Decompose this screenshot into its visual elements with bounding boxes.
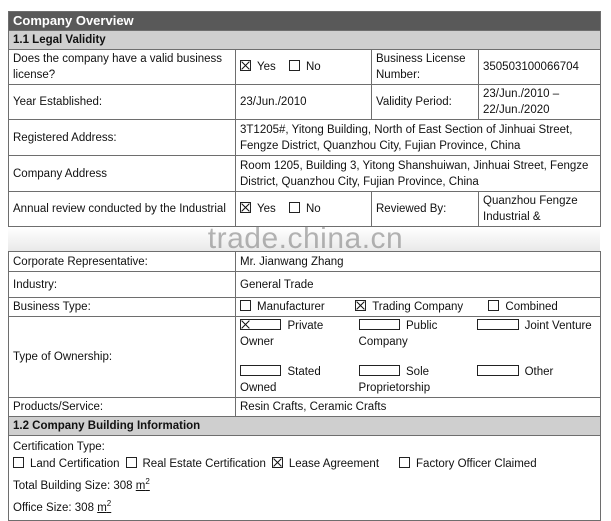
private-owner-option[interactable] [240, 318, 359, 350]
unchecked-box-icon [240, 300, 251, 311]
option-label: Joint Venture [524, 320, 592, 332]
manufacturer-option[interactable] [240, 299, 352, 315]
checked-box-icon [240, 202, 251, 213]
license-number-value: 350503100066704 [479, 50, 601, 85]
unit-m: m [135, 479, 146, 492]
reviewed-by-value: Quanzhou Fengze Industrial & [479, 192, 601, 227]
option-label: Public Company [358, 320, 438, 348]
valid-license-question: Does the company have a valid business license? [9, 50, 236, 85]
watermark: trade.china.cn [207, 222, 404, 255]
reviewed-by-label: Reviewed By: [372, 192, 479, 227]
unchecked-box-icon [359, 319, 400, 330]
corporate-rep-value: Mr. Jianwang Zhang [236, 252, 601, 272]
unit-exp: 2 [106, 498, 112, 508]
yes-label: Yes [257, 203, 276, 215]
unchecked-box-icon [399, 457, 410, 468]
sole-proprietorship-option[interactable] [359, 364, 478, 396]
company-address-label: Company Address [9, 156, 236, 192]
ownership-label: Type of Ownership: [9, 317, 236, 398]
other-option[interactable] [477, 364, 596, 396]
company-overview-form [8, 11, 600, 521]
unchecked-box-icon [477, 319, 518, 330]
form-title: Company Overview [9, 12, 601, 31]
year-established-value: 23/Jun./2010 [236, 85, 372, 120]
checked-box-icon [272, 457, 283, 468]
products-value: Resin Crafts, Ceramic Crafts [236, 398, 601, 417]
corporate-rep-label: Corporate Representative: [9, 252, 236, 272]
unchecked-box-icon [240, 365, 281, 376]
office-size [13, 495, 596, 517]
checked-box-icon [240, 319, 281, 330]
license-number-label: Business License Number: [372, 50, 479, 85]
license-yes-option[interactable] [240, 59, 276, 75]
checked-box-icon [355, 300, 366, 311]
license-no-option[interactable] [289, 59, 321, 75]
validity-period-value: 23/Jun./2010 – 22/Jun./2020 [479, 85, 601, 120]
legal-validity-heading: 1.1 Legal Validity [9, 31, 601, 50]
office-size-text: Office Size: 308 [13, 501, 94, 514]
annual-no-option[interactable] [289, 201, 321, 217]
checked-box-icon [240, 60, 251, 71]
public-company-option[interactable] [359, 318, 478, 350]
building-info-body [9, 436, 601, 521]
unchecked-box-icon [289, 60, 300, 71]
business-type-options [236, 298, 601, 317]
option-label: Real Estate Certification [142, 458, 266, 470]
joint-venture-option[interactable] [477, 318, 596, 350]
land-cert-option[interactable] [13, 456, 120, 473]
total-size-unit [135, 477, 150, 492]
real-estate-cert-option[interactable] [126, 456, 266, 473]
unit-exp: 2 [145, 477, 150, 486]
registered-address-label: Registered Address: [9, 120, 236, 156]
unchecked-box-icon [289, 202, 300, 213]
company-address-value: Room 1205, Building 3, Yitong Shanshuiwan, Jinhuai Street, Fengze District, Quanzhou City, Fujian Province, China [236, 156, 601, 192]
lease-agreement-option[interactable] [272, 456, 379, 473]
validity-period-label: Validity Period: [372, 85, 479, 120]
year-established-label: Year Established: [9, 85, 236, 120]
combined-option[interactable] [488, 299, 557, 315]
license-yes-no [236, 50, 372, 85]
unchecked-box-icon [13, 457, 24, 468]
yes-label: Yes [257, 61, 276, 73]
option-label: Sole Proprietorship [358, 366, 431, 394]
option-label: Factory Officer Claimed [416, 458, 537, 470]
option-label: Stated Owned [240, 366, 321, 394]
industry-label: Industry: [9, 272, 236, 298]
stated-owned-option[interactable] [240, 364, 359, 396]
factory-officer-option[interactable] [399, 456, 537, 473]
legal-table [8, 11, 601, 227]
building-info-heading: 1.2 Company Building Information [9, 417, 601, 436]
unchecked-box-icon [488, 300, 499, 311]
total-size-text: Total Building Size: 308 [13, 479, 133, 492]
option-label: Land Certification [30, 458, 120, 470]
unchecked-box-icon [126, 457, 137, 468]
annual-yes-option[interactable] [240, 201, 276, 217]
total-building-size [13, 473, 596, 495]
annual-review-question: Annual review conducted by the Industrial [9, 192, 236, 227]
business-type-label: Business Type: [9, 298, 236, 317]
trading-company-option[interactable] [355, 299, 485, 315]
certification-options [13, 456, 596, 473]
industry-value: General Trade [236, 272, 601, 298]
certification-type-label: Certification Type: [13, 441, 105, 453]
unit-m: m [97, 501, 107, 514]
corporate-table [8, 251, 601, 521]
registered-address-value: 3T1205#, Yitong Building, North of East Section of Jinhuai Street, Fengze District, Quanzhou City, Fujian Province, China [236, 120, 601, 156]
option-label: Other [524, 366, 554, 378]
option-label: Private Owner [240, 320, 324, 348]
unchecked-box-icon [477, 365, 518, 376]
products-label: Products/Service: [9, 398, 236, 417]
ownership-options [236, 317, 601, 398]
unchecked-box-icon [359, 365, 400, 376]
option-label: Lease Agreement [288, 458, 380, 470]
option-label: Combined [505, 301, 558, 313]
no-label: No [305, 61, 321, 73]
office-size-unit [97, 498, 112, 514]
option-label: Manufacturer [257, 301, 325, 313]
option-label: Trading Company [372, 301, 464, 313]
no-label: No [305, 203, 321, 215]
